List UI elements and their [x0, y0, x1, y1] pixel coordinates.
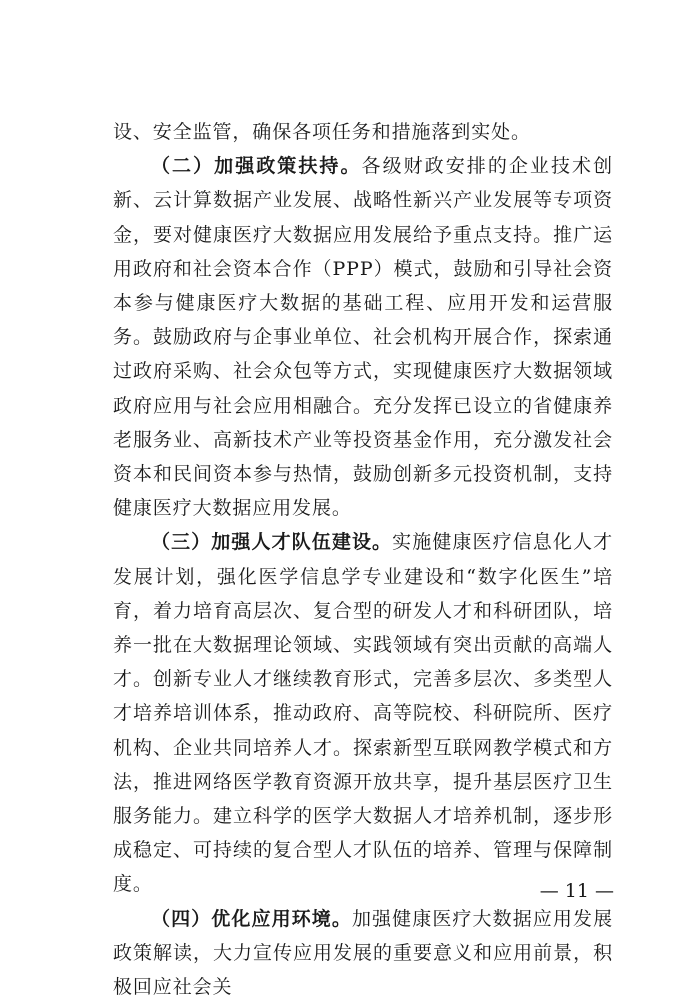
- paragraph-policy-support: [113, 149, 613, 525]
- section-heading: （四）优化应用环境。: [151, 907, 352, 930]
- section-heading: （三）加强人才队伍建设。: [151, 531, 393, 554]
- page-number: — 11 —: [539, 880, 614, 902]
- paragraph-text: 设、安全监管，确保各项任务和措施落到实处。: [113, 121, 531, 143]
- paragraph-application-environment: [113, 902, 613, 1004]
- paragraph-talent-building: [113, 525, 613, 901]
- paragraph-text: 各级财政安排的企业技术创新、云计算数据产业发展、战略性新兴产业发展等专项资金，要对健康医疗大数据应用发展给予重点支持。推广运用政府和社会资本合作（PPP）模式，鼓励和引导社会资本参与健康医疗大数据的基础工程、应用开发和运营服务。鼓励政府与企事业单位、社会机构开展合作，探索通过政府采购、社会众包等方式，实现健康医疗大数据领域政府应用与社会应用相融合。充分发挥已设立的省健康养老服务业、高新技术产业等投资基金作用，充分激发社会资本和民间资本参与热情，鼓励创新多元投资机制，支持健康医疗大数据应用发展。: [113, 155, 613, 520]
- body-text: [113, 115, 613, 1004]
- paragraph-text: 实施健康医疗信息化人才发展计划，强化医学信息学专业建设和“数字化医生”培育，着力培育高层次、复合型的研发人才和科研团队，培养一批在大数据理论领域、实践领域有突出贡献的高端人才。创新专业人才继续教育形式，完善多层次、多类型人才培养培训体系，推动政府、高等院校、科研院所、医疗机构、企业共同培养人才。探索新型互联网教学模式和方法，推进网络医学教育资源开放共享，提升基层医疗卫生服务能力。建立科学的医学大数据人才培养机制，逐步形成稳定、可持续的复合型人才队伍的培养、管理与保障制度。: [113, 531, 613, 896]
- section-heading: （二）加强政策扶持。: [151, 155, 362, 178]
- paragraph-text: 加强健康医疗大数据应用发展政策解读，大力宣传应用发展的重要意义和应用前景，积极回应社会关: [113, 907, 613, 999]
- paragraph-continuation: [113, 115, 613, 149]
